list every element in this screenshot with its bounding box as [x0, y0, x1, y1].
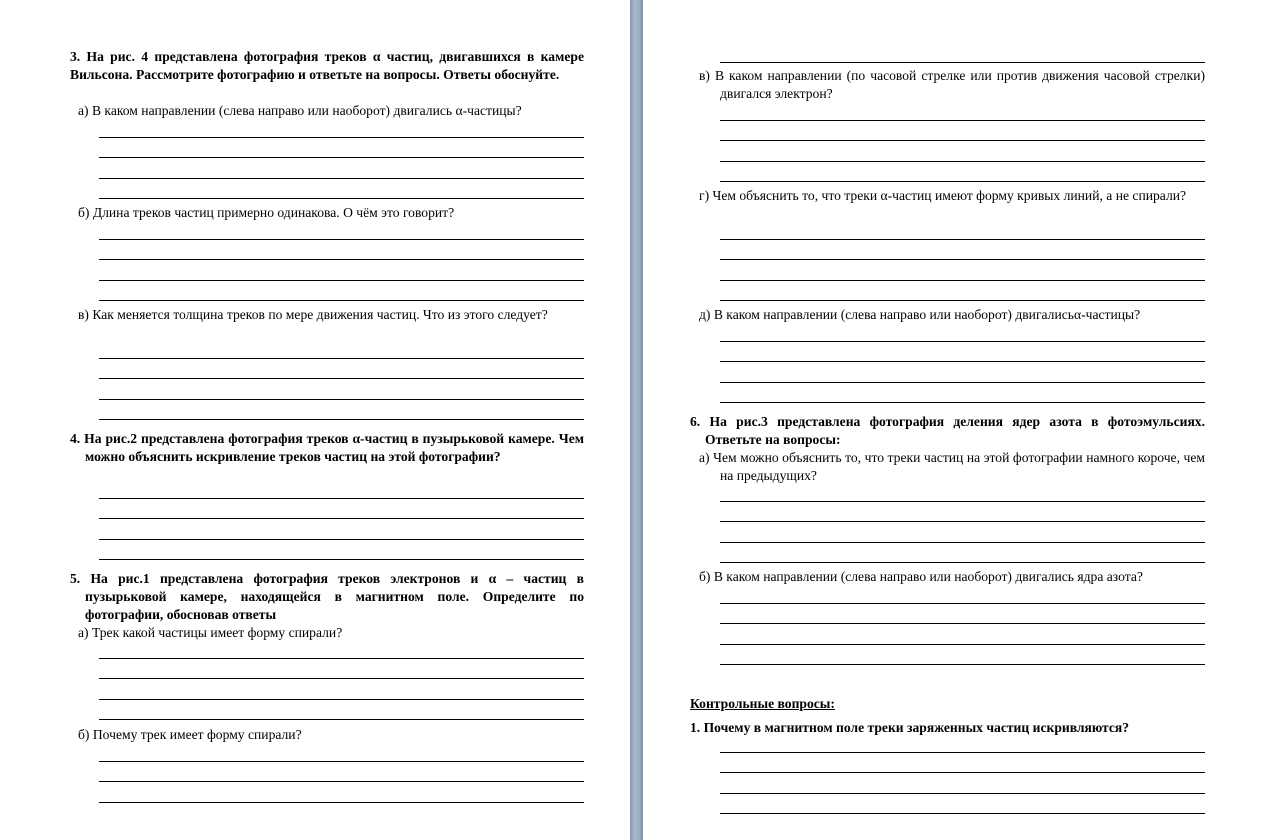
answer-line[interactable] — [720, 813, 1205, 814]
answer-line[interactable] — [720, 664, 1205, 665]
answer-line[interactable] — [720, 239, 1205, 240]
q5c-text: в) В каком направлении (по часовой стрелке или против движения часовой стрелки) двигался электрон? — [699, 68, 1205, 101]
answer-line[interactable] — [720, 793, 1205, 794]
answer-line[interactable] — [99, 761, 584, 762]
answer-line[interactable] — [720, 562, 1205, 563]
answer-line[interactable] — [99, 498, 584, 499]
answer-line[interactable] — [720, 341, 1205, 342]
control-q1-text: 1. Почему в магнитном поле треки заряженных частиц искривляются? — [690, 720, 1130, 735]
answer-line[interactable] — [720, 644, 1205, 645]
answer-line[interactable] — [99, 358, 584, 359]
answer-line[interactable] — [720, 181, 1205, 182]
q6b-text: б) В каком направлении (слева направо или наоборот) двигались ядра азота? — [699, 569, 1143, 584]
answer-line[interactable] — [99, 781, 584, 782]
q6a-text: а) Чем можно объяснить то, что треки частиц на этой фотографии намного короче, чем на предыдущих? — [699, 450, 1205, 483]
answer-line[interactable] — [720, 501, 1205, 502]
answer-line[interactable] — [99, 198, 584, 199]
answer-line[interactable] — [99, 157, 584, 158]
answer-line[interactable] — [99, 259, 584, 260]
q5e-text: д) В каком направлении (слева направо или наоборот) двигалисьα-частицы? — [699, 307, 1141, 322]
answer-line[interactable] — [720, 382, 1205, 383]
answer-line[interactable] — [99, 419, 584, 420]
answer-line[interactable] — [99, 678, 584, 679]
answer-line[interactable] — [720, 402, 1205, 403]
q4-title: 4. На рис.2 представлена фотография треков α-частиц в пузырьковой камере. Чем можно объяснить искривление треков частиц на этой фотографии? — [70, 431, 584, 464]
answer-line[interactable] — [99, 280, 584, 281]
left-page — [0, 0, 630, 840]
answer-line[interactable] — [720, 120, 1205, 121]
answer-line[interactable] — [720, 300, 1205, 301]
answer-line[interactable] — [99, 518, 584, 519]
answer-line[interactable] — [99, 239, 584, 240]
answer-line[interactable] — [99, 802, 584, 803]
answer-line[interactable] — [99, 658, 584, 659]
q5d-text: г) Чем объяснить то, что треки α-частиц имеют форму кривых линий, а не спирали? — [699, 188, 1187, 203]
answer-line[interactable] — [99, 719, 584, 720]
q3-title: 3. На рис. 4 представлена фотография треков α частиц, двигавшихся в камере Вильсона. Рассмотрите фотографию и ответьте на вопросы. Ответы обоснуйте. — [70, 49, 584, 82]
answer-line[interactable] — [99, 559, 584, 560]
answer-line[interactable] — [720, 521, 1205, 522]
answer-line[interactable] — [720, 752, 1205, 753]
answer-line[interactable] — [99, 300, 584, 301]
answer-line[interactable] — [720, 140, 1205, 141]
answer-line[interactable] — [720, 280, 1205, 281]
answer-line[interactable] — [720, 259, 1205, 260]
q3a-text: а) В каком направлении (слева направо или наоборот) двигались α-частицы? — [78, 103, 522, 118]
q5a-text: а) Трек какой частицы имеет форму спирали? — [78, 625, 343, 640]
answer-line[interactable] — [99, 137, 584, 138]
q3c-text: в) Как меняется толщина треков по мере движения частиц. Что из этого следует? — [78, 307, 548, 322]
q5b-text: б) Почему трек имеет форму спирали? — [78, 727, 302, 742]
answer-line[interactable] — [99, 539, 584, 540]
right-page — [643, 0, 1270, 840]
q3b-text: б) Длина треков частиц примерно одинакова. О чём это говорит? — [78, 205, 455, 220]
answer-line[interactable] — [720, 772, 1205, 773]
answer-line[interactable] — [99, 399, 584, 400]
answer-line[interactable] — [720, 542, 1205, 543]
page-gutter — [630, 0, 643, 840]
answer-line[interactable] — [720, 161, 1205, 162]
q5-title: 5. На рис.1 представлена фотография треков электронов и α – частиц в пузырьковой камере, находящейся в магнитном поле. Определите по фотографии, обосновав ответы — [70, 571, 584, 622]
answer-line[interactable] — [99, 699, 584, 700]
control-questions-heading: Контрольные вопросы: — [690, 696, 835, 711]
answer-line[interactable] — [99, 378, 584, 379]
answer-line[interactable] — [720, 623, 1205, 624]
answer-line[interactable] — [720, 62, 1205, 63]
answer-line[interactable] — [99, 178, 584, 179]
answer-line[interactable] — [720, 361, 1205, 362]
answer-line[interactable] — [720, 603, 1205, 604]
q6-title: 6. На рис.3 представлена фотография деления ядер азота в фотоэмульсиях. Ответьте на вопросы: — [690, 414, 1205, 447]
